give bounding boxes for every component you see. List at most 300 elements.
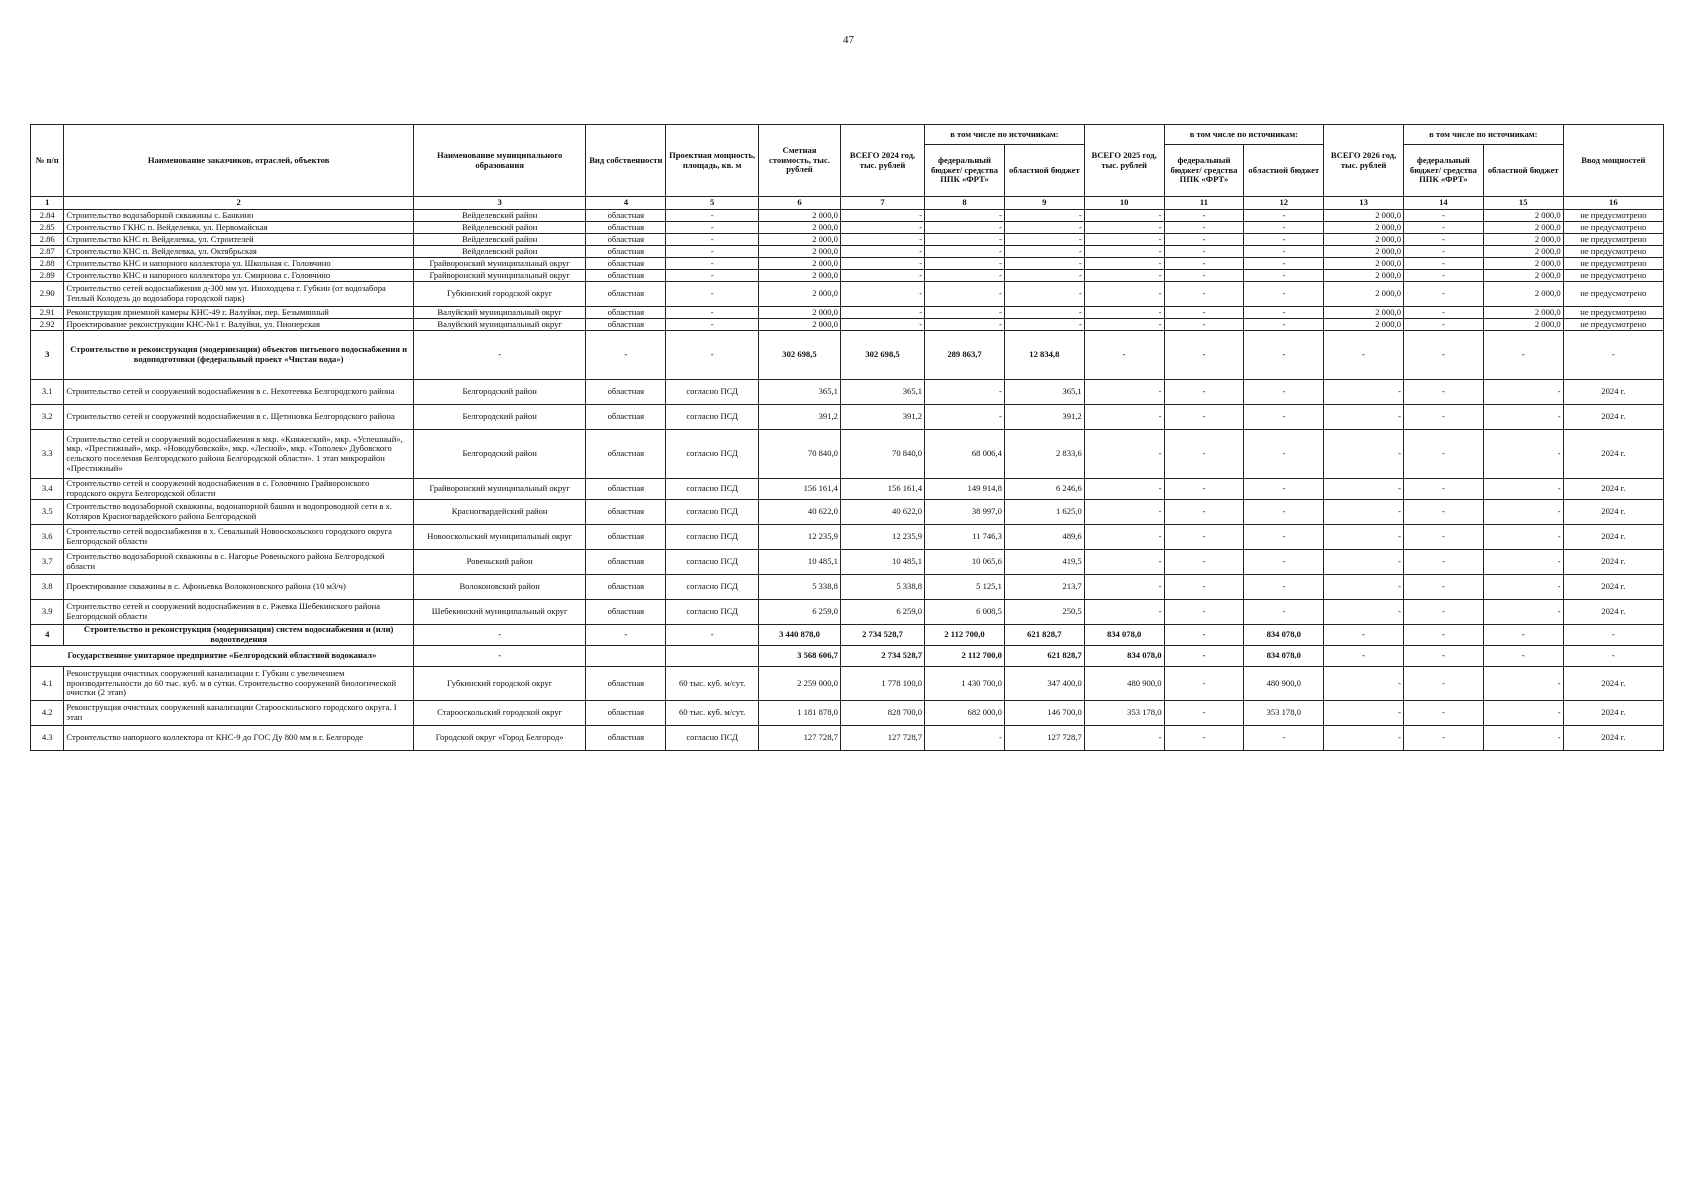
total-2025: - [1084, 234, 1164, 246]
regional-2025: - [1244, 319, 1324, 331]
row-number: 2.86 [31, 234, 64, 246]
federal-2024: 1 430 700,0 [925, 667, 1005, 701]
column-numbers-row [31, 197, 1664, 210]
table-row [31, 246, 1664, 258]
federal-2026: - [1404, 625, 1484, 646]
federal-2024: 11 746,3 [925, 525, 1005, 550]
regional-2024: - [1004, 234, 1084, 246]
federal-2025: - [1164, 319, 1244, 331]
total-2025: - [1084, 210, 1164, 222]
object-name: Реконструкция очистных сооружений канализации г. Губкин с увеличением производительности до 60 тыс. куб. м в сутки. Строительство сооружений биологической очистки (2 этап) [64, 667, 413, 701]
federal-2025: - [1164, 500, 1244, 525]
regional-2026: - [1483, 331, 1563, 380]
estimated-cost: 3 440 878,0 [759, 625, 841, 646]
regional-2026: - [1483, 701, 1563, 726]
row-number: 3.1 [31, 380, 64, 405]
regional-2024: 250,5 [1004, 600, 1084, 625]
total-2024: 10 485,1 [840, 550, 924, 575]
total-2025: - [1084, 405, 1164, 430]
total-2024: - [840, 282, 924, 307]
total-2026: 2 000,0 [1324, 319, 1404, 331]
regional-2026: - [1483, 380, 1563, 405]
total-2024: 828 700,0 [840, 701, 924, 726]
row-number: 2.85 [31, 222, 64, 234]
federal-2025: - [1164, 646, 1244, 667]
col-header-sources-2025: в том числе по источникам: [1164, 125, 1324, 145]
regional-2024: 621 828,7 [1004, 625, 1084, 646]
estimated-cost: 2 000,0 [759, 246, 841, 258]
federal-2024: 149 914,8 [925, 479, 1005, 500]
estimated-cost: 2 000,0 [759, 319, 841, 331]
municipality: Волоконовский район [413, 575, 586, 600]
total-2026: - [1324, 380, 1404, 405]
col-header-regional-2026: областной бюджет [1483, 145, 1563, 197]
row-number: 3.9 [31, 600, 64, 625]
total-2024: - [840, 210, 924, 222]
column-number: 1 [31, 197, 64, 210]
commissioning: - [1563, 646, 1663, 667]
object-name: Строительство сетей и сооружений водоснабжения в с. Щетиновка Белгородского района [64, 405, 413, 430]
total-2025: - [1084, 319, 1164, 331]
commissioning: 2024 г. [1563, 380, 1663, 405]
row-number: 4.1 [31, 667, 64, 701]
object-name: Строительство сетей и сооружений водоснабжения в с. Головчино Грайворонского городского округа Белгородской области [64, 479, 413, 500]
ownership: областная [586, 525, 666, 550]
table-row [31, 405, 1664, 430]
col-header-regional-2024: областной бюджет [1004, 145, 1084, 197]
regional-2024: 213,7 [1004, 575, 1084, 600]
ownership: областная [586, 405, 666, 430]
regional-2026: - [1483, 500, 1563, 525]
federal-2026: - [1404, 550, 1484, 575]
total-2026: - [1324, 625, 1404, 646]
regional-2025: - [1244, 726, 1324, 751]
subsection-row [31, 646, 1664, 667]
regional-2025: - [1244, 380, 1324, 405]
capacity: - [666, 282, 759, 307]
municipality: Валуйский муниципальный округ [413, 319, 586, 331]
federal-2025: - [1164, 479, 1244, 500]
estimated-cost: 40 622,0 [759, 500, 841, 525]
row-number: 3 [31, 331, 64, 380]
regional-2026: 2 000,0 [1483, 234, 1563, 246]
federal-2025: - [1164, 307, 1244, 319]
regional-2026: 2 000,0 [1483, 307, 1563, 319]
total-2025: - [1084, 726, 1164, 751]
total-2026: 2 000,0 [1324, 246, 1404, 258]
municipality: - [413, 646, 586, 667]
federal-2025: - [1164, 701, 1244, 726]
municipality: Вейделевский район [413, 222, 586, 234]
row-number: 4.2 [31, 701, 64, 726]
commissioning: 2024 г. [1563, 701, 1663, 726]
row-number: 2.91 [31, 307, 64, 319]
column-number: 9 [1004, 197, 1084, 210]
federal-2025: - [1164, 246, 1244, 258]
regional-2026: 2 000,0 [1483, 258, 1563, 270]
regional-2026: - [1483, 575, 1563, 600]
object-name: Строительство и реконструкция (модернизация) объектов питьевого водоснабжения и водоподготовки (федеральный проект «Чистая вода») [64, 331, 413, 380]
federal-2025: - [1164, 575, 1244, 600]
capacity [666, 646, 759, 667]
federal-2026: - [1404, 319, 1484, 331]
row-number: 3.6 [31, 525, 64, 550]
total-2025: - [1084, 430, 1164, 479]
federal-2024: - [925, 222, 1005, 234]
federal-2024: - [925, 307, 1005, 319]
estimated-cost: 12 235,9 [759, 525, 841, 550]
ownership: областная [586, 667, 666, 701]
estimated-cost: 302 698,5 [759, 331, 841, 380]
table-row [31, 380, 1664, 405]
table-row [31, 525, 1664, 550]
estimated-cost: 2 000,0 [759, 270, 841, 282]
federal-2024: 6 008,5 [925, 600, 1005, 625]
regional-2024: 347 400,0 [1004, 667, 1084, 701]
table-row [31, 430, 1664, 479]
federal-2024: - [925, 405, 1005, 430]
regional-2024: - [1004, 307, 1084, 319]
regional-2024: - [1004, 258, 1084, 270]
regional-2024: 365,1 [1004, 380, 1084, 405]
total-2026: 2 000,0 [1324, 258, 1404, 270]
total-2026: - [1324, 701, 1404, 726]
federal-2024: 68 006,4 [925, 430, 1005, 479]
federal-2025: - [1164, 258, 1244, 270]
federal-2024: 10 065,6 [925, 550, 1005, 575]
table-row [31, 319, 1664, 331]
total-2025: 353 178,0 [1084, 701, 1164, 726]
federal-2025: - [1164, 270, 1244, 282]
row-number: 2.87 [31, 246, 64, 258]
commissioning: не предусмотрено [1563, 282, 1663, 307]
regional-2026: 2 000,0 [1483, 222, 1563, 234]
capacity: - [666, 307, 759, 319]
commissioning: 2024 г. [1563, 525, 1663, 550]
col-header-municipality: Наименование муниципального образования [413, 125, 586, 197]
page-number: 47 [843, 34, 854, 46]
row-number: 3.8 [31, 575, 64, 600]
municipality: Вейделевский район [413, 246, 586, 258]
object-name: Строительство сетей и сооружений водоснабжения в мкр. «Княжеский», мкр. «Успешный», мкр. «Престижный», мкр. «Новодубовской», мкр. «Лесной», мкр. «Тополек» Дубовского сельского поселения Белгородского района Белгородской области». 1 этап микрорайон «Престижный» [64, 430, 413, 479]
commissioning: не предусмотрено [1563, 222, 1663, 234]
object-name: Строительство КНС п. Вейделевка, ул. Октябрьская [64, 246, 413, 258]
federal-2024: - [925, 210, 1005, 222]
federal-2026: - [1404, 701, 1484, 726]
col-header-name: Наименование заказчиков, отраслей, объектов [64, 125, 413, 197]
estimated-cost: 1 181 878,0 [759, 701, 841, 726]
capacity: - [666, 331, 759, 380]
federal-2024: 682 000,0 [925, 701, 1005, 726]
federal-2026: - [1404, 525, 1484, 550]
municipality: Белгородский район [413, 380, 586, 405]
capacity: согласно ПСД [666, 525, 759, 550]
total-2025: - [1084, 380, 1164, 405]
capacity: - [666, 222, 759, 234]
col-header-regional-2025: областной бюджет [1244, 145, 1324, 197]
regional-2026: - [1483, 479, 1563, 500]
ownership [586, 646, 666, 667]
ownership: областная [586, 246, 666, 258]
object-name: Строительство напорного коллектора от КНС-9 до ГОС Ду 800 мм в г. Белгороде [64, 726, 413, 751]
regional-2026: 2 000,0 [1483, 210, 1563, 222]
capacity: - [666, 319, 759, 331]
federal-2025: - [1164, 726, 1244, 751]
col-header-sources-2024: в том числе по источникам: [925, 125, 1085, 145]
col-header-ownership: Вид собственности [586, 125, 666, 197]
capacity: 60 тыс. куб. м/сут. [666, 701, 759, 726]
ownership: областная [586, 726, 666, 751]
total-2024: - [840, 319, 924, 331]
total-2024: 6 259,0 [840, 600, 924, 625]
estimated-cost: 5 338,8 [759, 575, 841, 600]
federal-2026: - [1404, 500, 1484, 525]
regional-2024: 2 833,6 [1004, 430, 1084, 479]
municipality: Губкинский городской округ [413, 282, 586, 307]
regional-2025: - [1244, 307, 1324, 319]
table-row [31, 500, 1664, 525]
total-2026: 2 000,0 [1324, 210, 1404, 222]
regional-2026: 2 000,0 [1483, 246, 1563, 258]
federal-2026: - [1404, 575, 1484, 600]
federal-2025: - [1164, 625, 1244, 646]
object-name: Строительство сетей водоснабжения д-300 мм ул. Иноходцева г. Губкин (от водозабора Теплый Колодезь до водозабора городской парк) [64, 282, 413, 307]
federal-2026: - [1404, 405, 1484, 430]
federal-2024: - [925, 726, 1005, 751]
estimated-cost: 2 000,0 [759, 222, 841, 234]
total-2025: - [1084, 500, 1164, 525]
regional-2024: 1 625,0 [1004, 500, 1084, 525]
object-name: Строительство водозаборной скважины с. Банкино [64, 210, 413, 222]
regional-2026: - [1483, 726, 1563, 751]
object-name: Строительство ГКНС п. Вейделевка, ул. Первомайская [64, 222, 413, 234]
ownership: областная [586, 550, 666, 575]
regional-2025: - [1244, 479, 1324, 500]
object-name: Реконструкция приемной камеры КНС-49 г. Валуйки, пер. Безымянный [64, 307, 413, 319]
total-2026: - [1324, 726, 1404, 751]
regional-2025: - [1244, 234, 1324, 246]
column-number: 8 [925, 197, 1005, 210]
municipality: Шебекинский муниципальный округ [413, 600, 586, 625]
capacity: согласно ПСД [666, 405, 759, 430]
estimated-cost: 10 485,1 [759, 550, 841, 575]
regional-2025: 353 178,0 [1244, 701, 1324, 726]
total-2024: - [840, 258, 924, 270]
commissioning: 2024 г. [1563, 479, 1663, 500]
capacity: согласно ПСД [666, 380, 759, 405]
total-2024: 40 622,0 [840, 500, 924, 525]
table-row [31, 479, 1664, 500]
municipality: Вейделевский район [413, 210, 586, 222]
federal-2026: - [1404, 331, 1484, 380]
column-number: 6 [759, 197, 841, 210]
federal-2024: - [925, 258, 1005, 270]
row-number: 2.84 [31, 210, 64, 222]
capacity: - [666, 625, 759, 646]
total-2025: - [1084, 575, 1164, 600]
ownership: областная [586, 234, 666, 246]
regional-2024: 12 834,8 [1004, 331, 1084, 380]
capacity: 60 тыс. куб. м/сут. [666, 667, 759, 701]
ownership: областная [586, 282, 666, 307]
estimated-cost: 391,2 [759, 405, 841, 430]
capacity: согласно ПСД [666, 726, 759, 751]
column-number: 2 [64, 197, 413, 210]
total-2026: 2 000,0 [1324, 222, 1404, 234]
estimated-cost: 2 000,0 [759, 307, 841, 319]
column-number: 5 [666, 197, 759, 210]
col-header-federal-2024: федеральный бюджет/ средства ППК «ФРТ» [925, 145, 1005, 197]
regional-2025: - [1244, 258, 1324, 270]
total-2024: 1 778 100,0 [840, 667, 924, 701]
capacity: - [666, 246, 759, 258]
federal-2025: - [1164, 600, 1244, 625]
total-2026: 2 000,0 [1324, 234, 1404, 246]
total-2025: - [1084, 246, 1164, 258]
commissioning: не предусмотрено [1563, 234, 1663, 246]
table-row [31, 550, 1664, 575]
total-2024: - [840, 307, 924, 319]
total-2024: 2 734 528,7 [840, 625, 924, 646]
regional-2025: - [1244, 282, 1324, 307]
total-2026: - [1324, 575, 1404, 600]
total-2026: - [1324, 479, 1404, 500]
federal-2026: - [1404, 600, 1484, 625]
regional-2026: - [1483, 405, 1563, 430]
federal-2026: - [1404, 234, 1484, 246]
federal-2026: - [1404, 270, 1484, 282]
total-2025: - [1084, 282, 1164, 307]
column-number: 3 [413, 197, 586, 210]
commissioning: не предусмотрено [1563, 307, 1663, 319]
table-row [31, 210, 1664, 222]
municipality: Грайворонский муниципальный округ [413, 479, 586, 500]
object-name: Строительство сетей и сооружений водоснабжения в с. Нехотеевка Белгородского района [64, 380, 413, 405]
row-number: 4 [31, 625, 64, 646]
row-number: 4.3 [31, 726, 64, 751]
regional-2025: - [1244, 575, 1324, 600]
ownership: областная [586, 307, 666, 319]
federal-2026: - [1404, 222, 1484, 234]
municipality: Губкинский городской округ [413, 667, 586, 701]
federal-2024: - [925, 234, 1005, 246]
estimated-cost: 2 000,0 [759, 258, 841, 270]
row-number: 2.92 [31, 319, 64, 331]
federal-2025: - [1164, 282, 1244, 307]
regional-2024: 146 700,0 [1004, 701, 1084, 726]
total-2026: 2 000,0 [1324, 270, 1404, 282]
federal-2024: - [925, 380, 1005, 405]
table-row [31, 282, 1664, 307]
column-number: 13 [1324, 197, 1404, 210]
regional-2025: - [1244, 222, 1324, 234]
total-2024: 127 728,7 [840, 726, 924, 751]
capacity: согласно ПСД [666, 500, 759, 525]
ownership: областная [586, 319, 666, 331]
total-2024: 2 734 528,7 [840, 646, 924, 667]
municipality: Валуйский муниципальный округ [413, 307, 586, 319]
regional-2026: 2 000,0 [1483, 282, 1563, 307]
federal-2024: 2 112 700,0 [925, 625, 1005, 646]
total-2025: - [1084, 258, 1164, 270]
column-number: 11 [1164, 197, 1244, 210]
commissioning: - [1563, 331, 1663, 380]
row-number: 3.4 [31, 479, 64, 500]
total-2024: 156 161,4 [840, 479, 924, 500]
table-row [31, 575, 1664, 600]
table-row [31, 270, 1664, 282]
total-2025: - [1084, 331, 1164, 380]
total-2025: - [1084, 600, 1164, 625]
capacity: - [666, 258, 759, 270]
total-2026: - [1324, 500, 1404, 525]
ownership: областная [586, 701, 666, 726]
total-2024: 302 698,5 [840, 331, 924, 380]
regional-2025: - [1244, 430, 1324, 479]
total-2024: - [840, 246, 924, 258]
table-row [31, 701, 1664, 726]
row-number: 2.90 [31, 282, 64, 307]
capacity: согласно ПСД [666, 600, 759, 625]
federal-2024: 289 863,7 [925, 331, 1005, 380]
object-name: Строительство КНС п. Вейделевка, ул. Строителей [64, 234, 413, 246]
total-2026: - [1324, 430, 1404, 479]
table-row [31, 258, 1664, 270]
regional-2024: - [1004, 319, 1084, 331]
col-header-sources-2026: в том числе по источникам: [1404, 125, 1564, 145]
col-header-estimated-cost: Сметная стоимость, тыс. рублей [759, 125, 841, 197]
regional-2025: 834 078,0 [1244, 646, 1324, 667]
col-header-total-2024: ВСЕГО 2024 год, тыс. рублей [840, 125, 924, 197]
regional-2024: 419,5 [1004, 550, 1084, 575]
regional-2025: - [1244, 525, 1324, 550]
federal-2025: - [1164, 210, 1244, 222]
column-number: 16 [1563, 197, 1663, 210]
column-number: 12 [1244, 197, 1324, 210]
ownership: областная [586, 575, 666, 600]
commissioning: 2024 г. [1563, 667, 1663, 701]
ownership: областная [586, 210, 666, 222]
regional-2026: - [1483, 667, 1563, 701]
total-2025: 480 900,0 [1084, 667, 1164, 701]
estimated-cost: 127 728,7 [759, 726, 841, 751]
ownership: областная [586, 380, 666, 405]
total-2024: 12 235,9 [840, 525, 924, 550]
estimated-cost: 6 259,0 [759, 600, 841, 625]
regional-2026: - [1483, 646, 1563, 667]
federal-2026: - [1404, 258, 1484, 270]
commissioning: 2024 г. [1563, 550, 1663, 575]
object-name: Государственное унитарное предприятие «Белгородский областной водоканал» [31, 646, 414, 667]
total-2024: - [840, 234, 924, 246]
total-2025: 834 078,0 [1084, 625, 1164, 646]
ownership: областная [586, 500, 666, 525]
estimated-cost: 2 259 000,0 [759, 667, 841, 701]
regional-2026: 2 000,0 [1483, 270, 1563, 282]
col-header-total-2025: ВСЕГО 2025 год, тыс. рублей [1084, 125, 1164, 197]
regional-2026: 2 000,0 [1483, 319, 1563, 331]
col-header-capacity: Проектная мощность, площадь, кв. м [666, 125, 759, 197]
object-name: Строительство водозаборной скважины в с. Нагорье Ровеньского района Белгородской области [64, 550, 413, 575]
regional-2026: - [1483, 625, 1563, 646]
regional-2025: - [1244, 210, 1324, 222]
municipality: Ровеньский район [413, 550, 586, 575]
regional-2024: 391,2 [1004, 405, 1084, 430]
capacity: согласно ПСД [666, 550, 759, 575]
col-header-number: № п/п [31, 125, 64, 197]
estimated-cost: 156 161,4 [759, 479, 841, 500]
estimated-cost: 3 568 606,7 [759, 646, 841, 667]
